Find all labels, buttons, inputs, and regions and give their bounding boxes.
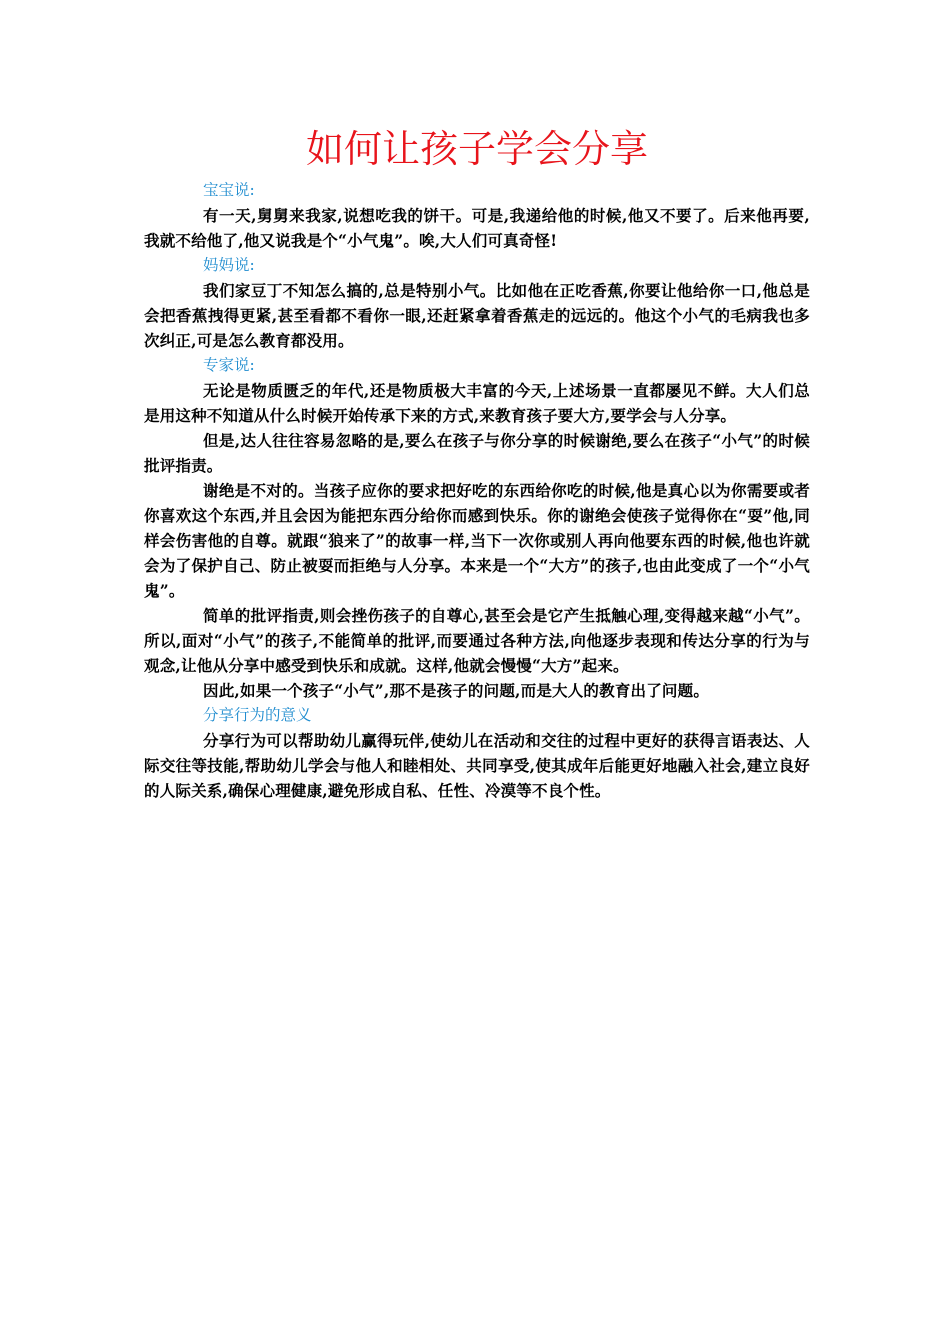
section-heading: 妈妈说: — [203, 256, 255, 274]
paragraph: 因此,如果一个孩子“小气”,那不是孩子的问题,而是大人的教育出了问题。 — [203, 681, 710, 700]
paragraph: 无论是物质匮乏的年代,还是物质极大丰富的今天,上述场景一直都屡见不鲜。大人们总是用这种不知道从什么时候开始传承下来的方式,来教育孩子要大方,要学会与人分享。 — [144, 381, 810, 425]
paragraph: 有一天,舅舅来我家,说想吃我的饼干。可是,我递给他的时候,他又不要了。后来他再要,我就不给他了,他又说我是个“小气鬼”。唉,大人们可真奇怪! — [144, 206, 810, 250]
section-meaning — [144, 703, 810, 803]
paragraph: 我们家豆丁不知怎么搞的,总是特别小气。比如他在正吃香蕉,你要让他给你一口,他总是会把香蕉拽得更紧,甚至看都不看你一眼,还赶紧拿着香蕉走的远远的。他这个小气的毛病我也多次纠正,可是怎么教育都没用。 — [144, 281, 810, 350]
document-title: 如何让孩子学会分享 — [305, 127, 648, 171]
paragraph: 简单的批评指责,则会挫伤孩子的自尊心,甚至会是它产生抵触心理,变得越来越“小气”。所以,面对“小气”的孩子,不能简单的批评,而要通过各种方法,向他逐步表现和传达分享的行为与观念,让他从分享中感受到快乐和成就。这样,他就会慢慢“大方”起来。 — [144, 606, 810, 675]
paragraph: 但是,达人往往容易忽略的是,要么在孩子与你分享的时候谢绝,要么在孩子“小气”的时候批评指责。 — [144, 431, 810, 475]
document-page — [144, 120, 810, 803]
section-mom — [144, 253, 810, 353]
paragraph: 谢绝是不对的。当孩子应你的要求把好吃的东西给你吃的时候,他是真心以为你需要或者你喜欢这个东西,并且会因为能把东西分给你而感到快乐。你的谢绝会使孩子觉得你在“耍”他,同样会伤害他的自尊。就跟“狼来了”的故事一样,当下一次你或别人再向他要东西的时候,他也许就会为了保护自己、防止被耍而拒绝与人分享。本来是一个“大方”的孩子,也由此变成了一个“小气鬼”。 — [144, 481, 810, 600]
section-expert — [144, 353, 810, 703]
section-heading: 专家说: — [203, 356, 255, 374]
section-baby — [144, 178, 810, 253]
section-heading: 宝宝说: — [203, 181, 255, 199]
section-heading: 分享行为的意义 — [203, 706, 312, 724]
paragraph: 分享行为可以帮助幼儿赢得玩伴,使幼儿在活动和交往的过程中更好的获得言语表达、人际交往等技能,帮助幼儿学会与他人和睦相处、共同享受,使其成年后能更好地融入社会,建立良好的人际关系,确保心理健康,避免形成自私、任性、冷漠等不良个性。 — [144, 731, 810, 800]
